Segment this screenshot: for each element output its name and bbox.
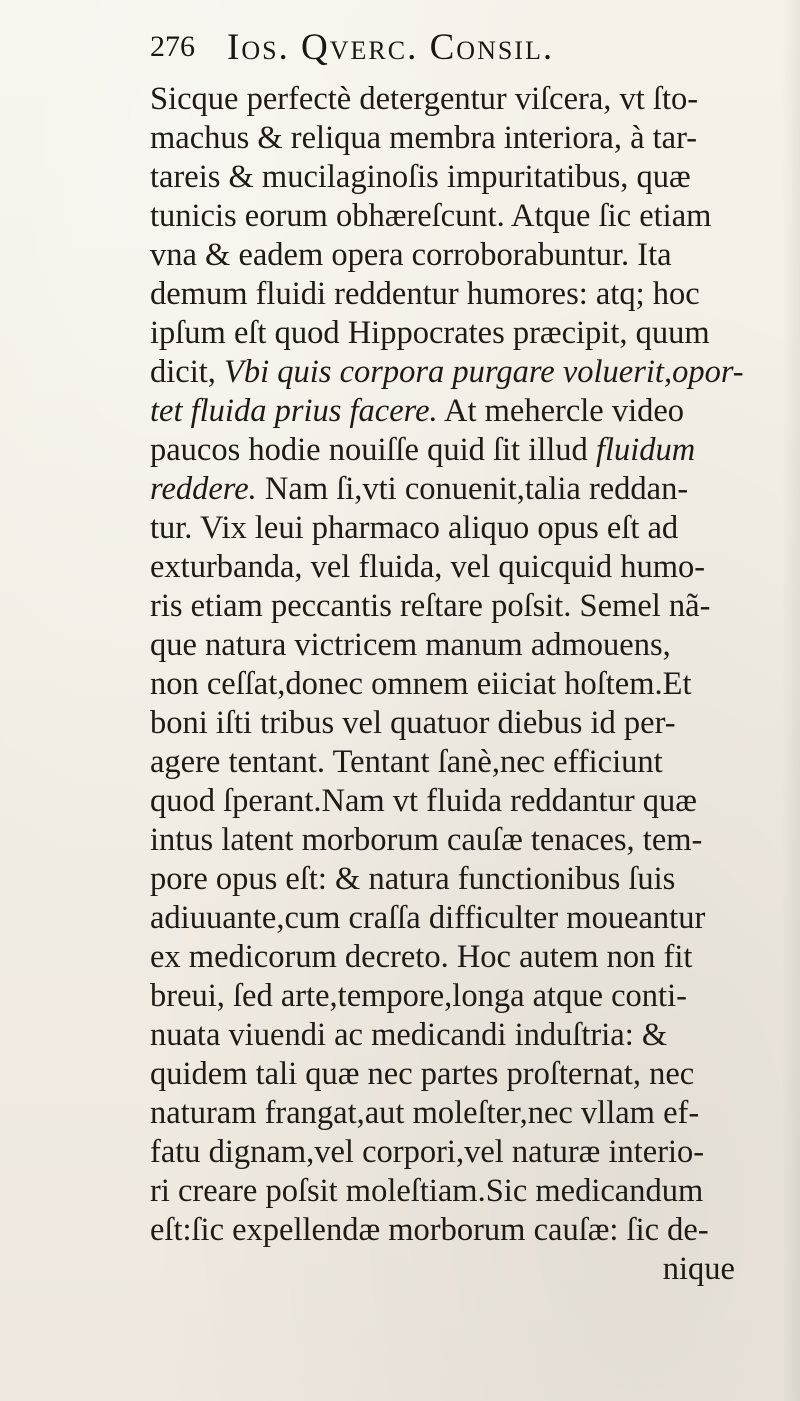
text-line: vna & eadem opera corroborabuntur. Ita	[150, 237, 672, 273]
text-line: Sicque perfectè detergentur viſcera, vt ſto-	[150, 81, 699, 117]
text-line: quod ſperant.Nam vt fluida reddantur quæ	[150, 783, 697, 819]
text-line: ri creare poſsit moleſtiam.Sic medicandum	[150, 1173, 704, 1209]
text-line: naturam frangat,aut moleſter,nec vllam ef-	[150, 1095, 700, 1131]
text-line: paucos hodie nouiſſe quid ſit illud fluidum	[150, 432, 696, 468]
text-line: adiuuante,cum craſſa difficulter moueantur	[150, 900, 706, 936]
page-header	[150, 22, 770, 72]
text-line: demum fluidi reddentur humores: atq; hoc	[150, 276, 700, 312]
text-line: fatu dignam,vel corpori,vel naturæ interio-	[150, 1134, 705, 1170]
text-line: que natura victricem manum admouens,	[150, 627, 671, 663]
text-line: machus & reliqua membra interiora, à tar-	[150, 120, 698, 156]
text-line: ex medicorum decreto. Hoc autem non fit	[150, 939, 693, 975]
text-line: boni iſti tribus vel quatuor diebus id per-	[150, 705, 676, 741]
text-line: tet fluida prius facere. At mehercle video	[150, 393, 685, 429]
text-line: ipſum eſt quod Hippocrates præcipit, quum	[150, 315, 710, 351]
text-line: tur. Vix leui pharmaco aliquo opus eſt ad	[150, 510, 679, 546]
text-line: agere tentant. Tentant ſanè,nec efficiunt	[150, 744, 663, 780]
text-line: intus latent morborum cauſæ tenaces, tem-	[150, 822, 703, 858]
text-line: tunicis eorum obhæreſcunt. Atque ſic etiam	[150, 198, 712, 234]
text-line: dicit, Vbi quis corpora purgare voluerit,opor-	[150, 354, 744, 390]
text-line: nuata viuendi ac medicandi induſtria: &	[150, 1017, 668, 1053]
text-line: pore opus eſt: & natura functionibus ſuis	[150, 861, 676, 897]
main-text-block	[150, 80, 790, 1320]
page-number: 276	[150, 30, 195, 63]
text-line: reddere. Nam ſi,vti conuenit,talia reddan-	[150, 471, 689, 507]
text-line: ris etiam peccantis reſtare poſsit. Semel nã-	[150, 588, 711, 624]
text-line: non ceſſat,donec omnem eiiciat hoſtem.Et	[150, 666, 692, 702]
text-line: tareis & mucilaginoſis impuritatibus, quæ	[150, 159, 691, 195]
text-line: exturbanda, vel fluida, vel quicquid humo-	[150, 549, 706, 585]
text-line: quidem tali quæ nec partes proſternat, nec	[150, 1056, 695, 1092]
text-line: breui, ſed arte,tempore,longa atque conti-	[150, 978, 687, 1014]
running-head: Ios. Qverc. Consil.	[227, 26, 555, 68]
catchword: nique	[662, 1251, 735, 1287]
text-line: eſt:ſic expellendæ morborum cauſæ: ſic de-	[150, 1212, 709, 1248]
